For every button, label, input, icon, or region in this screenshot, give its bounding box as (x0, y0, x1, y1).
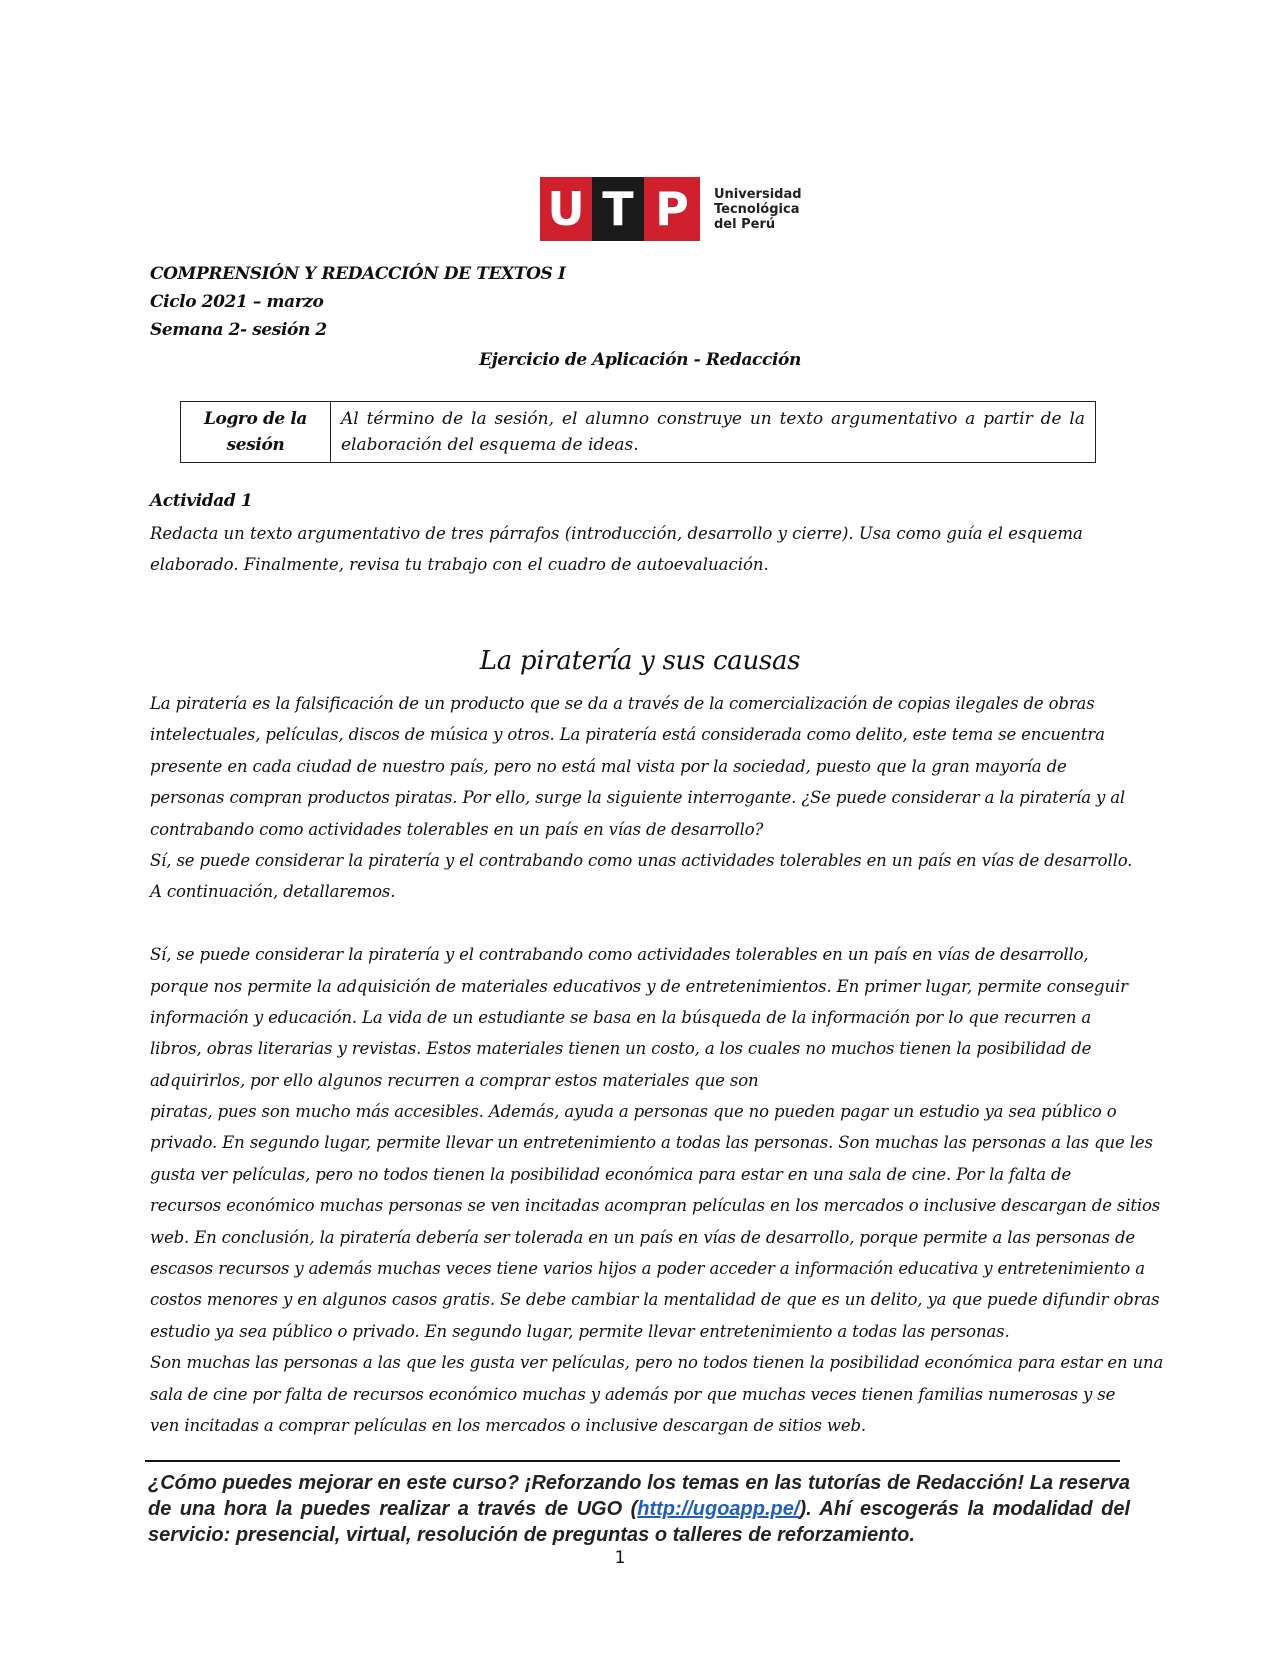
essay-line: contrabando como actividades tolerables en un país en vías de desarrollo? (150, 819, 764, 839)
utp-logo (540, 177, 802, 241)
essay-line: estudio ya sea público o privado. En segundo lugar, permite llevar entretenimiento a todas las personas. (150, 1321, 1010, 1341)
essay-paragraph-gap (150, 908, 1140, 939)
essay-line: piratas, pues son mucho más accesibles. Además, ayuda a personas que no pueden pagar un estudio ya sea público o (150, 1102, 1117, 1122)
essay-body (150, 688, 1164, 1441)
session-goal-text: Al término de la sesión, el alumno construye un texto argumentativo a partir de la elaboración del esquema de ideas. (331, 402, 1096, 463)
logo-university-name (714, 187, 802, 232)
footer-note (148, 1470, 1130, 1548)
logo-name-line-2: Tecnológica (714, 201, 800, 217)
essay-line: A continuación, detallaremos. (150, 882, 396, 902)
activity-instructions: Redacta un texto argumentativo de tres párrafos (introducción, desarrollo y cierre). Usa como guía el esquema elaborado. Finalmente, revisa tu trabajo con el cuadro de autoevaluación. (150, 524, 1083, 574)
exercise-subtitle: Ejercicio de Aplicación - Redacción (479, 350, 801, 370)
essay-line: libros, obras literarias y revistas. Estos materiales tienen un costo, a los cuales no muchos tienen la posibilidad de (150, 1039, 1092, 1059)
essay-line: información y educación. La vida de un estudiante se basa en la búsqueda de la información por lo que recurren a (150, 1007, 1092, 1027)
essay-title: La piratería y sus causas (479, 646, 801, 676)
essay-line: recursos económico muchas personas se ven incitadas acompran películas en los mercados o inclusive descargan de sitios (150, 1196, 1161, 1216)
essay-line: ven incitadas a comprar películas en los mercados o inclusive descargan de sitios web. (150, 1415, 867, 1435)
cycle-label: Ciclo 2021 – marzo (150, 292, 324, 312)
essay-line: adquirirlos, por ello algunos recurren a comprar estos materiales que son (150, 1070, 759, 1090)
course-title: COMPRENSIÓN Y REDACCIÓN DE TEXTOS I (150, 264, 566, 284)
logo-letter-boxes (540, 177, 700, 241)
footer-divider (145, 1460, 1120, 1462)
essay-line: Son muchas las personas a las que les gusta ver películas, pero no todos tienen la posibilidad económica para estar en una (150, 1353, 1164, 1373)
logo-name-line-3: del Perú (714, 216, 776, 232)
logo-letter-t: T (592, 177, 644, 241)
ugo-link[interactable]: http://ugoapp.pe/ (637, 1498, 800, 1520)
essay-line: privado. En segundo lugar, permite llevar un entretenimiento a todas las personas. Son muchas las personas a las que les (150, 1133, 1153, 1153)
essay-line: presente en cada ciudad de nuestro país, pero no está mal vista por la sociedad, puesto que la gran mayoría de (150, 756, 1067, 776)
session-goal-label: Logro de la sesión (181, 402, 331, 463)
footer-text-before: ¿Cómo puedes mejorar en este curso? ¡Reforzando los temas en las tutorías de Redacción! La reserva de una hora la puedes realizar a través de UGO ( (148, 1472, 1130, 1520)
week-label: Semana 2- sesión 2 (150, 320, 327, 340)
essay-line: personas compran productos piratas. Por ello, surge la siguiente interrogante. ¿Se puede considerar a la piratería y al (150, 788, 1126, 808)
essay-line: escasos recursos y además muchas veces tiene varios hijos a poder acceder a información educativa y entretenimiento a (150, 1259, 1145, 1279)
activity-title: Actividad 1 (150, 491, 253, 511)
essay-line: web. En conclusión, la piratería debería ser tolerada en un país en vías de desarrollo, porque permite a las personas de (150, 1227, 1135, 1247)
essay-line: Sí, se puede considerar la piratería y el contrabando como actividades tolerables en un país en vías de desarrollo, (150, 945, 1089, 965)
essay-line: La piratería es la falsificación de un producto que se da a través de la comercialización de copias ilegales de obras (150, 694, 1095, 713)
logo-name-line-1: Universidad (714, 186, 802, 202)
essay-line: porque nos permite la adquisición de materiales educativos y de entretenimientos. En primer lugar, permite conseguir (150, 976, 1128, 996)
page-number: 1 (614, 1548, 626, 1568)
essay-line: Sí, se puede considerar la piratería y el contrabando como unas actividades tolerables en un país en vías de desarrollo. (150, 850, 1133, 870)
essay-line: sala de cine por falta de recursos económico muchas y además por que muchas veces tienen familias numerosas y se (150, 1384, 1116, 1404)
essay-line: gusta ver películas, pero no todos tienen la posibilidad económica para estar en una sala de cine. Por la falta de (150, 1164, 1072, 1184)
logo-letter-p: P (644, 177, 700, 241)
logo-letter-u: U (540, 177, 592, 241)
footer-text-after: ). Ahí escogerás la modalidad del servicio: presencial, virtual, resolución de preguntas o talleres de reforzamiento. (148, 1498, 1130, 1546)
essay-line: intelectuales, películas, discos de música y otros. La piratería está considerada como delito, este tema se encuentra (150, 725, 1105, 745)
essay-line: costos menores y en algunos casos gratis. Se debe cambiar la mentalidad de que es un delito, ya que puede difundir obras (150, 1290, 1160, 1310)
session-goal-table (180, 401, 1096, 463)
